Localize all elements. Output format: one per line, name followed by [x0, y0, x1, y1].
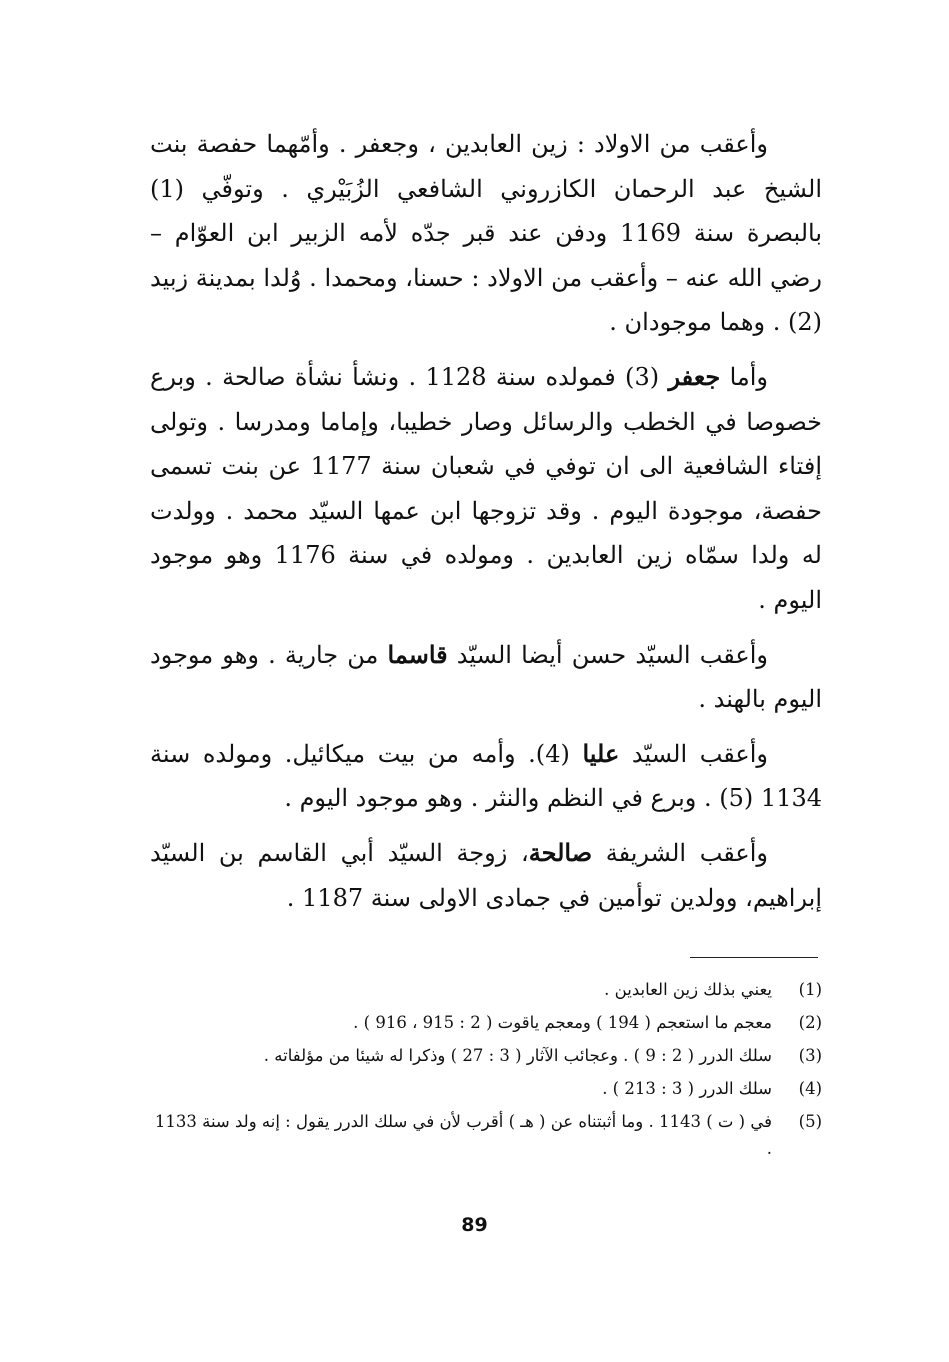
main-text: [150, 122, 822, 920]
footnote: [150, 1042, 822, 1069]
text-segment: ، زوجة السيّد أبي القاسم بن السيّد إبراهيم، وولدين توأمين في جمادى الاولى سنة 1187 .: [150, 838, 822, 912]
footnote-number: (3): [798, 1046, 822, 1065]
paragraph: [150, 831, 822, 920]
footnote-text: سلك الدرر ( 3 : 213 ) .: [602, 1079, 772, 1098]
footnote-number: (4): [798, 1079, 822, 1098]
text-segment: وأعقب من الاولاد : زين العابدين ، وجعفر . وأمّهما حفصة بنت الشيخ عبد الرحمان الكازروني الشافعي الزُبَيْري . وتوفّي (1) بالبصرة سنة 1169 ودفن عند قبر جدّه لأمه الزبير ابن العوّام – رضي الله عنه – وأعقب من الاولاد : حسنا، ومحمدا . وُلدا بمدينة زبيد (2) . وهما موجودان .: [150, 130, 822, 337]
footnote: [150, 976, 822, 1003]
paragraph: [150, 355, 822, 623]
text-segment: وأعقب الشريفة: [592, 838, 768, 867]
text-segment: (3) فمولده سنة 1128 . ونشأ نشأة صالحة . وبرع خصوصا في الخطب والرسائل وصار خطيبا، وإماما ومدرسا . وتولى إفتاء الشافعية الى ان توفي في شعبان سنة 1177 عن بنت تسمى حفصة، موجودة اليوم . وقد تزوجها ابن عمها السيّد محمد . وولدت له ولدا سمّاه زين العابدين . ومولده في سنة 1176 وهو موجود اليوم .: [150, 362, 822, 614]
footnote-number: (1): [798, 980, 822, 999]
text-segment: وأعقب السيّد حسن أيضا السيّد: [447, 640, 768, 669]
paragraph: [150, 122, 822, 345]
bold-name: جعفر: [668, 361, 721, 391]
text-segment: من جارية . وهو موجود اليوم بالهند .: [150, 640, 822, 714]
text-segment: وأما: [720, 362, 769, 391]
footnote-text: معجم ما استعجم ( 194 ) ومعجم ياقوت ( 2 : 915 ، 916 ) .: [353, 1013, 772, 1032]
footnote-text: يعني بذلك زين العابدين .: [604, 980, 772, 999]
footnote-number: (2): [798, 1013, 822, 1032]
footnote-separator: [690, 957, 818, 958]
footnote: [150, 1075, 822, 1102]
footnote: [150, 1108, 822, 1162]
footnote: [150, 1009, 822, 1036]
bold-name: قاسما: [387, 639, 448, 669]
paragraph: [150, 633, 822, 722]
footnote-text: في ( ت ) 1143 . وما أثبتناه عن ( هـ ) أقرب لأن في سلك الدرر يقول : إنه ولد سنة 1133 .: [154, 1112, 772, 1158]
footnotes: [150, 976, 822, 1168]
footnote-number: (5): [798, 1112, 822, 1131]
paragraph: [150, 732, 822, 821]
footnote-text: سلك الدرر ( 2 : 9 ) . وعجائب الآثار ( 3 : 27 ) وذكرا له شيئا من مؤلفاته .: [263, 1046, 772, 1065]
text-segment: وأعقب السيّد: [619, 739, 769, 768]
text-segment: (4). وأمه من بيت ميكائيل. ومولده سنة 1134 (5) . وبرع في النظم والنثر . وهو موجود اليوم .: [150, 739, 822, 813]
page-number: 89: [461, 1214, 488, 1236]
bold-name: عليا: [582, 738, 620, 768]
bold-name: صالحة: [528, 837, 593, 867]
